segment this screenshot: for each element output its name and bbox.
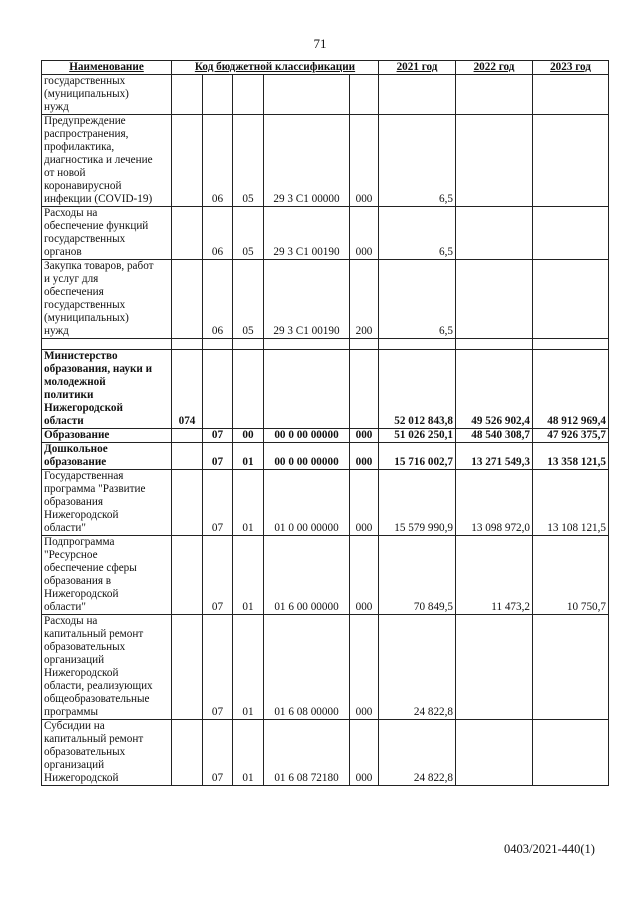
page-number: 71 (313, 36, 327, 51)
table-body (42, 75, 609, 786)
budget-table (41, 60, 609, 786)
cell-section: 07 (203, 470, 233, 536)
cell-2022 (456, 260, 533, 339)
cell-subsection: 01 (233, 443, 264, 470)
cell-2022: 13 098 972,0 (456, 470, 533, 536)
cell-expense-type: 000 (350, 470, 379, 536)
table-row (42, 75, 609, 115)
cell-subsection (233, 75, 264, 115)
cell-section: 06 (203, 115, 233, 207)
cell-subsection: 00 (233, 429, 264, 443)
cell-ministry-code (172, 260, 203, 339)
cell-2023 (533, 615, 609, 720)
cell-subsection: 05 (233, 260, 264, 339)
cell-section: 07 (203, 443, 233, 470)
table-header-row (42, 61, 609, 75)
cell-target-article: 00 0 00 00000 (264, 443, 350, 470)
cell-section: 07 (203, 536, 233, 615)
cell-2023 (533, 720, 609, 786)
cell-expense-type (350, 75, 379, 115)
table-row (42, 429, 609, 443)
cell-2021: 51 026 250,1 (379, 429, 456, 443)
cell-name: Государственная программа "Развитие образования Нижегородской области" (42, 470, 172, 536)
cell-ministry-code (172, 470, 203, 536)
cell-2023: 47 926 375,7 (533, 429, 609, 443)
table-row (42, 260, 609, 339)
cell-target-article (264, 75, 350, 115)
cell-2022 (456, 75, 533, 115)
cell-ministry-code (172, 429, 203, 443)
cell-2021: 52 012 843,8 (379, 350, 456, 429)
cell-2023 (533, 207, 609, 260)
cell-name: Подпрограмма "Ресурсное обеспечение сферы образования в Нижегородской области" (42, 536, 172, 615)
cell-name: Закупка товаров, работ и услуг для обеспечения государственных (муниципальных) нужд (42, 260, 172, 339)
cell-2022: 48 540 308,7 (456, 429, 533, 443)
cell-2021: 6,5 (379, 115, 456, 207)
cell-2022 (456, 115, 533, 207)
cell-section: 07 (203, 720, 233, 786)
cell-subsection: 01 (233, 536, 264, 615)
cell-subsection: 01 (233, 470, 264, 536)
cell-2022 (456, 207, 533, 260)
cell-2022: 13 271 549,3 (456, 443, 533, 470)
cell-name: Субсидии на капитальный ремонт образовательных организаций Нижегородской (42, 720, 172, 786)
cell-2021: 24 822,8 (379, 615, 456, 720)
cell-expense-type: 000 (350, 207, 379, 260)
cell-target-article: 01 6 08 72180 (264, 720, 350, 786)
cell-subsection: 01 (233, 720, 264, 786)
cell-expense-type: 200 (350, 260, 379, 339)
cell-2022 (456, 615, 533, 720)
cell-target-article: 01 6 08 00000 (264, 615, 350, 720)
cell-subsection: 05 (233, 207, 264, 260)
cell-expense-type: 000 (350, 720, 379, 786)
cell-name: Расходы на капитальный ремонт образовательных организаций Нижегородской области, реализующих общеобразовательные программы (42, 615, 172, 720)
header-2023: 2023 год (533, 61, 609, 75)
cell-2021: 15 716 002,7 (379, 443, 456, 470)
cell-target-article: 00 0 00 00000 (264, 429, 350, 443)
cell-2023 (533, 75, 609, 115)
header-2021: 2021 год (379, 61, 456, 75)
cell-section: 06 (203, 260, 233, 339)
cell-section: 06 (203, 207, 233, 260)
cell-target-article: 29 3 C1 00190 (264, 207, 350, 260)
cell-2022: 11 473,2 (456, 536, 533, 615)
cell-2023: 48 912 969,4 (533, 350, 609, 429)
cell-2021: 6,5 (379, 260, 456, 339)
cell-section: 07 (203, 429, 233, 443)
cell-expense-type: 000 (350, 443, 379, 470)
cell-2021: 15 579 990,9 (379, 470, 456, 536)
cell-section (203, 350, 233, 429)
cell-subsection: 05 (233, 115, 264, 207)
cell-target-article: 29 3 C1 00000 (264, 115, 350, 207)
cell-ministry-code (172, 115, 203, 207)
cell-2023: 10 750,7 (533, 536, 609, 615)
cell-section (203, 75, 233, 115)
table-row (42, 536, 609, 615)
document-code: 0403/2021-440(1) (504, 842, 595, 856)
table-row (42, 470, 609, 536)
cell-target-article: 01 0 00 00000 (264, 470, 350, 536)
cell-ministry-code: 074 (172, 350, 203, 429)
header-name: Наименование (42, 61, 172, 75)
cell-2021 (379, 75, 456, 115)
cell-ministry-code (172, 207, 203, 260)
cell-ministry-code (172, 75, 203, 115)
header-2022: 2022 год (456, 61, 533, 75)
cell-name: Дошкольное образование (42, 443, 172, 470)
table-row (42, 115, 609, 207)
cell-ministry-code (172, 536, 203, 615)
cell-expense-type: 000 (350, 115, 379, 207)
cell-expense-type: 000 (350, 429, 379, 443)
cell-2021: 70 849,5 (379, 536, 456, 615)
cell-2022 (456, 720, 533, 786)
cell-expense-type: 000 (350, 536, 379, 615)
table-row (42, 350, 609, 429)
cell-2023: 13 108 121,5 (533, 470, 609, 536)
table-row (42, 443, 609, 470)
cell-name: Расходы на обеспечение функций государственных органов (42, 207, 172, 260)
table-row (42, 615, 609, 720)
cell-name: государственных (муниципальных) нужд (42, 75, 172, 115)
cell-ministry-code (172, 443, 203, 470)
cell-target-article: 01 6 00 00000 (264, 536, 350, 615)
cell-target-article (264, 350, 350, 429)
cell-target-article: 29 3 C1 00190 (264, 260, 350, 339)
cell-expense-type (350, 350, 379, 429)
cell-subsection (233, 350, 264, 429)
cell-section: 07 (203, 615, 233, 720)
cell-2021: 24 822,8 (379, 720, 456, 786)
cell-name: Министерство образования, науки и молодежной политики Нижегородской области (42, 350, 172, 429)
cell-name: Образование (42, 429, 172, 443)
table-row (42, 207, 609, 260)
cell-subsection: 01 (233, 615, 264, 720)
cell-ministry-code (172, 720, 203, 786)
header-code: Код бюджетной классификации (172, 61, 379, 75)
cell-2023: 13 358 121,5 (533, 443, 609, 470)
cell-expense-type: 000 (350, 615, 379, 720)
spacer-row (42, 339, 609, 350)
table-row (42, 720, 609, 786)
cell-2023 (533, 260, 609, 339)
cell-2023 (533, 115, 609, 207)
cell-2022: 49 526 902,4 (456, 350, 533, 429)
cell-name: Предупреждение распространения, профилактика, диагностика и лечение от новой коронавирусной инфекции (COVID-19) (42, 115, 172, 207)
cell-2021: 6,5 (379, 207, 456, 260)
cell-ministry-code (172, 615, 203, 720)
